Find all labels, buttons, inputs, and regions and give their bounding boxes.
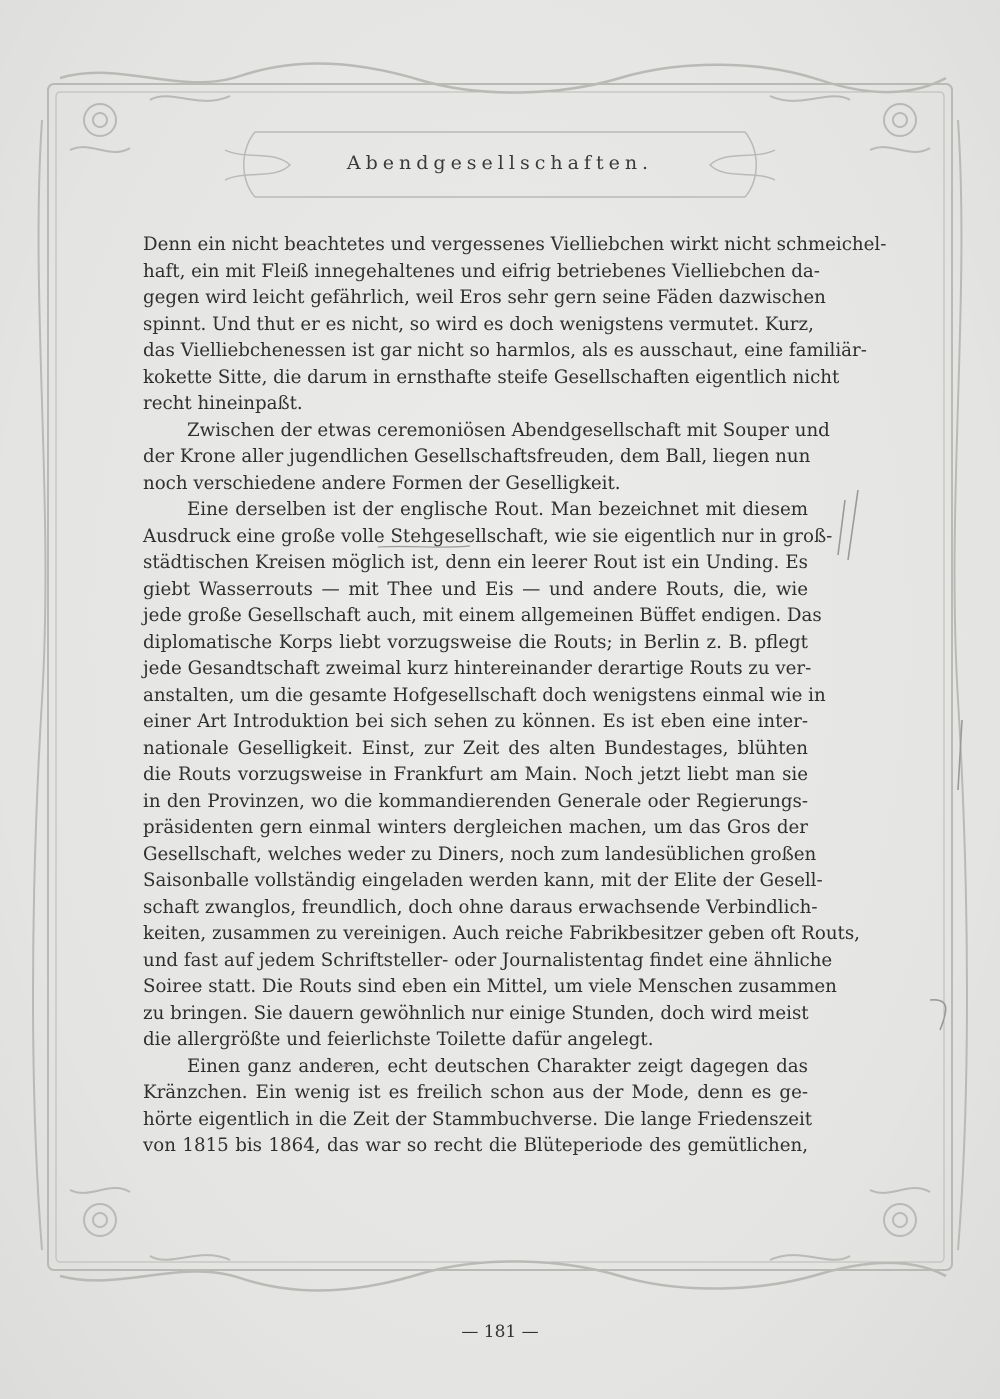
text-line: nationale Geselligkeit. Einst, zur Zeit des alten Bundestages, blühten (143, 737, 808, 759)
text-line: Denn ein nicht beachtetes und vergessenes Vielliebchen wirkt nicht schmeichel- (143, 234, 887, 255)
text-line: Zwischen der etwas ceremoniösen Abendgesellschaft mit Souper und (187, 419, 830, 441)
text-line: Saisonballe vollständig eingeladen werden kann, mit der Elite der Gesell- (143, 870, 823, 891)
text-line: Ausdruck eine große volle Stehgesellschaft, wie sie eigentlich nur in groß- (143, 525, 833, 547)
text-line: städtischen Kreisen möglich ist, denn ein leerer Rout ist ein Unding. Es (143, 552, 808, 573)
text-line: recht hineinpaßt. (143, 393, 303, 414)
text-line: in den Provinzen, wo die kommandierenden Generale oder Regierungs- (143, 790, 808, 812)
text-line: jede Gesandtschaft zweimal kurz hintereinander derartige Routs zu ver- (143, 658, 812, 679)
text-line: diplomatische Korps liebt vorzugsweise die Routs; in Berlin z. B. pflegt (143, 631, 808, 653)
text-line: anstalten, um die gesamte Hofgesellschaft doch wenigstens einmal wie in (143, 684, 826, 706)
text-line: die Routs vorzugsweise in Frankfurt am Main. Noch jetzt liebt man sie (143, 764, 808, 785)
text-line: und fast auf jedem Schriftsteller- oder Journalistentag findet eine ähnliche (143, 949, 833, 971)
text-line: Gesellschaft, welches weder zu Diners, noch zum landesüblichen großen (143, 843, 817, 865)
text-line: Einen ganz anderen, echt deutschen Charakter zeigt dagegen das (187, 1055, 808, 1077)
page-number: — 181 — (461, 1322, 539, 1342)
text-line: Kränzchen. Ein wenig ist es freilich schon aus der Mode, denn es ge- (143, 1082, 808, 1103)
text-line: zu bringen. Sie dauern gewöhnlich nur einige Stunden, doch wird meist (143, 1002, 809, 1024)
text-line: Soiree statt. Die Routs sind eben ein Mittel, um viele Menschen zusammen (143, 976, 837, 997)
text-line: jede große Gesellschaft auch, mit einem allgemeinen Büffet endigen. Das (143, 605, 822, 626)
text-line: giebt Wasserrouts — mit Thee und Eis — und andere Routs, die, wie (143, 578, 808, 600)
text-line: gegen wird leicht gefährlich, weil Eros sehr gern seine Fäden dazwischen (143, 287, 826, 308)
page-header-title: Abendgesellschaften. (346, 152, 654, 174)
text-line: hörte eigentlich in die Zeit der Stammbuchverse. Die lange Friedenszeit (143, 1108, 813, 1130)
text-line: einer Art Introduktion bei sich sehen zu können. Es ist eben eine inter- (143, 711, 808, 732)
text-line: noch verschiedene andere Formen der Geselligkeit. (143, 472, 621, 494)
text-line: haft, ein mit Fleiß innegehaltenes und eifrig betriebenes Vielliebchen da- (143, 260, 820, 282)
text-line: der Krone aller jugendlichen Gesellschaftsfreuden, dem Ball, liegen nun (143, 446, 811, 467)
text-line: von 1815 bis 1864, das war so recht die Blüteperiode des gemütlichen, (143, 1135, 808, 1156)
text-line: spinnt. Und thut er es nicht, so wird es doch wenigstens vermutet. Kurz, (143, 313, 814, 335)
text-line: das Vielliebchenessen ist gar nicht so harmlos, als es ausschaut, eine familiär- (143, 340, 867, 361)
text-line: Eine derselben ist der englische Rout. Man bezeichnet mit diesem (187, 499, 808, 520)
text-line: keiten, zusammen zu vereinigen. Auch reiche Fabrikbesitzer geben oft Routs, (143, 923, 860, 944)
text-line: schaft zwanglos, freundlich, doch ohne daraus erwachsende Verbindlich- (143, 896, 818, 918)
text-line: präsidenten gern einmal winters dergleichen machen, um das Gros der (143, 817, 808, 838)
text-line: die allergrößte und feierlichste Toilette dafür angelegt. (143, 1029, 654, 1050)
text-line: kokette Sitte, die darum in ernsthafte steife Gesellschaften eigentlich nicht (143, 366, 840, 388)
